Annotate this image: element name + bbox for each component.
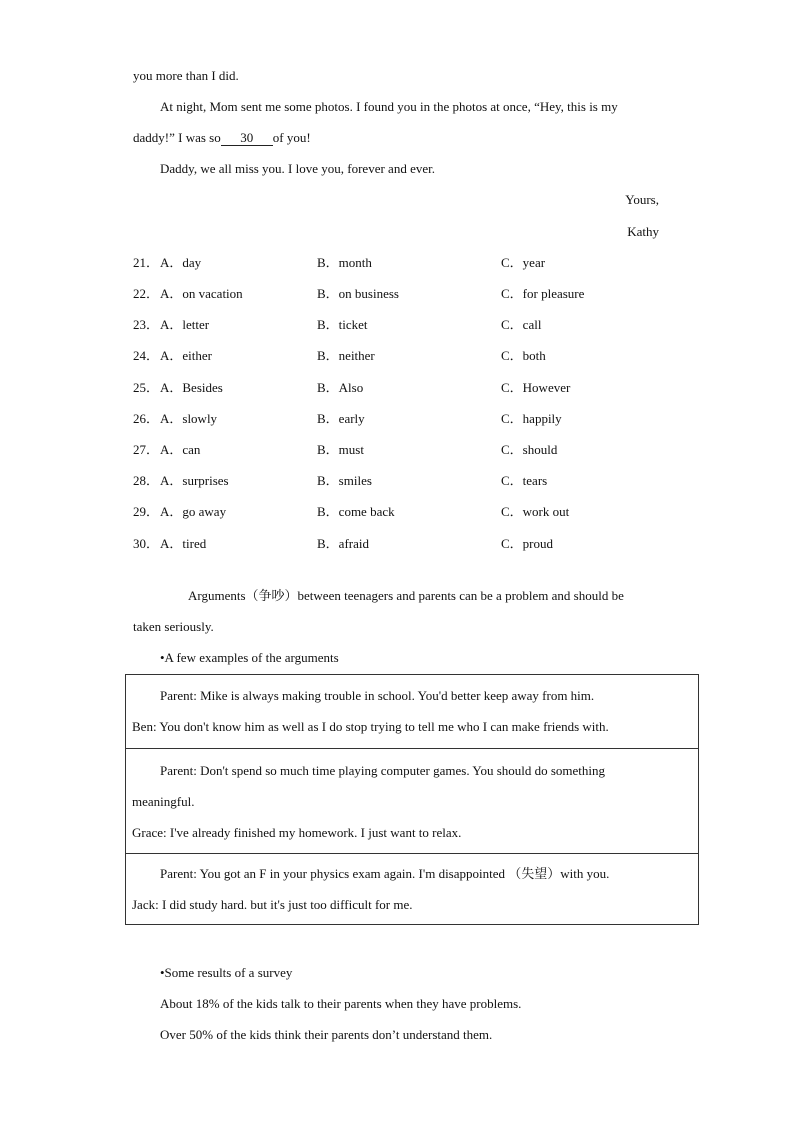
survey-result: Over 50% of the kids think their parents don’t understand them.: [160, 1027, 493, 1042]
letter-line-with-blank: [133, 130, 311, 146]
option-b: B．smiles: [317, 473, 372, 488]
question-number: 26．: [133, 411, 160, 426]
survey-heading: •Some results of a survey: [160, 965, 293, 980]
letter-line: you more than I did.: [133, 68, 239, 83]
parent-line: Parent: Don't spend so much time playing computer games. You should do something: [160, 763, 606, 778]
option-c: C．both: [501, 348, 546, 363]
option-b: B．month: [317, 255, 372, 270]
option-a: A．on vacation: [160, 286, 243, 301]
survey-result: About 18% of the kids talk to their parents when they have problems.: [160, 996, 522, 1011]
question-number: 22．: [133, 286, 160, 301]
question-number: 27．: [133, 442, 160, 457]
option-b: B．must: [317, 442, 364, 457]
option-c: C．work out: [501, 504, 570, 519]
option-a: A．surprises: [160, 473, 229, 488]
question-number: 21．: [133, 255, 160, 270]
option-c: C．proud: [501, 536, 554, 551]
arguments-table: [125, 674, 699, 925]
option-b: B．come back: [317, 504, 395, 519]
option-a: A．slowly: [160, 411, 218, 426]
option-c: C．year: [501, 255, 546, 270]
option-b: B．on business: [317, 286, 399, 301]
question-number: 30．: [133, 536, 160, 551]
parent-line: Parent: You got an F in your physics exam again. I'm disappointed （失望）with you.: [160, 866, 610, 881]
letter-text: daddy!” I was so: [133, 130, 221, 145]
option-b: B．neither: [317, 348, 375, 363]
option-c: C．However: [501, 380, 571, 395]
answer-blank: 30: [221, 131, 273, 146]
examples-heading: •A few examples of the arguments: [160, 650, 339, 665]
parent-line-cont: meaningful.: [132, 794, 195, 809]
table-row: [126, 675, 698, 748]
option-a: A．either: [160, 348, 212, 363]
option-c: C．for pleasure: [501, 286, 585, 301]
kid-line: Ben: You don't know him as well as I do stop trying to tell me who I can make friends with.: [132, 719, 609, 734]
question-number: 29．: [133, 504, 160, 519]
letter-signature: Kathy: [627, 224, 659, 239]
letter-line: At night, Mom sent me some photos. I found you in the photos at once, “Hey, this is my: [160, 99, 618, 114]
passage-intro: Arguments（争吵）between teenagers and parents can be a problem and should be: [188, 588, 624, 603]
option-b: B．Also: [317, 380, 364, 395]
question-number: 25．: [133, 380, 160, 395]
option-c: C．should: [501, 442, 558, 457]
kid-line: Grace: I've already finished my homework. I just want to relax.: [132, 825, 462, 840]
letter-closing: Yours,: [625, 192, 659, 207]
option-c: C．happily: [501, 411, 562, 426]
letter-line: Daddy, we all miss you. I love you, forever and ever.: [160, 161, 435, 176]
option-b: B．afraid: [317, 536, 369, 551]
option-b: B．early: [317, 411, 365, 426]
option-c: C．call: [501, 317, 542, 332]
option-a: A．can: [160, 442, 201, 457]
question-number: 28．: [133, 473, 160, 488]
parent-line: Parent: Mike is always making trouble in school. You'd better keep away from him.: [160, 688, 595, 703]
passage-intro: taken seriously.: [133, 619, 214, 634]
option-c: C．tears: [501, 473, 548, 488]
option-a: A．day: [160, 255, 202, 270]
option-a: A．go away: [160, 504, 227, 519]
option-b: B．ticket: [317, 317, 368, 332]
letter-text: of you!: [272, 130, 311, 145]
question-number: 23．: [133, 317, 160, 332]
table-row: [126, 853, 698, 925]
option-a: A．tired: [160, 536, 207, 551]
table-row: [126, 748, 698, 854]
option-a: A．Besides: [160, 380, 223, 395]
kid-line: Jack: I did study hard. but it's just too difficult for me.: [132, 897, 413, 912]
question-number: 24．: [133, 348, 160, 363]
option-a: A．letter: [160, 317, 210, 332]
